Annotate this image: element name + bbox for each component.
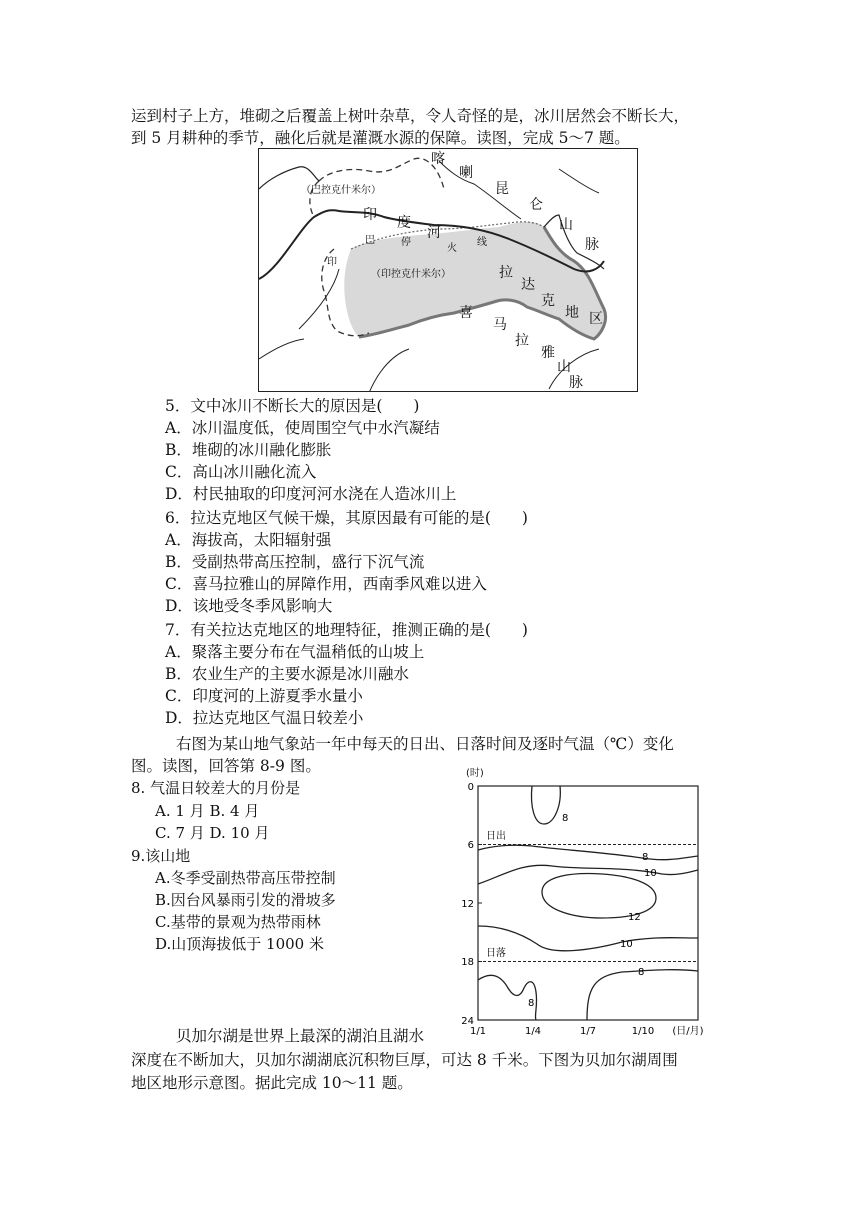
temperature-contour-chart bbox=[462, 766, 732, 1038]
y-tick-24: 24 bbox=[462, 1016, 474, 1027]
isotherm-8-morning bbox=[478, 845, 698, 859]
q5-option-d: D．村民抽取的印度河河水浇在人造冰川上 bbox=[165, 485, 457, 503]
label-la3: 拉 bbox=[515, 333, 529, 349]
x-tick-oct: 1/10 bbox=[631, 1026, 655, 1037]
q6-option-b: B．受副热带高压控制，盛行下沉气流 bbox=[165, 553, 425, 571]
q9-option-a: A.冬季受副热带高压带控制 bbox=[155, 869, 336, 887]
q7-option-c: C．印度河的上游夏季水量小 bbox=[165, 687, 363, 705]
label-xian: 线 bbox=[477, 237, 487, 248]
q5-option-c: C．高山冰川融化流入 bbox=[165, 463, 317, 481]
label-ke: 克 bbox=[541, 293, 555, 309]
label-indian-kashmir: （印控克什米尔） bbox=[371, 269, 451, 280]
y-unit-label: (时) bbox=[466, 768, 484, 779]
q6-option-d: D．该地受冬季风影响大 bbox=[165, 597, 333, 615]
x-tick-jan: 1/1 bbox=[469, 1026, 487, 1037]
label-mai2: 脉 bbox=[569, 375, 583, 391]
label-shan: 山 bbox=[559, 217, 573, 233]
q6-stem: 6．拉达克地区气候干燥，其原因最有可能的是( ) bbox=[165, 509, 528, 527]
contour-label-8-night: 8 bbox=[562, 813, 569, 824]
label-qu: 区 bbox=[589, 311, 603, 327]
label-pakistan-kashmir: （巴控克什米尔） bbox=[301, 185, 381, 196]
label-la: 喇 bbox=[459, 165, 473, 181]
isotherm-10-afternoon bbox=[478, 926, 698, 951]
q8-stem: 8. 气温日较差大的月份是 bbox=[131, 779, 301, 797]
label-yin-west: 印 bbox=[327, 257, 337, 268]
label-lun: 仑 bbox=[529, 197, 543, 213]
label-yin: 印 bbox=[363, 207, 377, 223]
y-tick-6: 6 bbox=[467, 840, 474, 851]
q5-option-b: B．堆砌的冰川融化膨胀 bbox=[165, 441, 332, 459]
label-kun: 昆 bbox=[495, 181, 509, 197]
y-tick-0: 0 bbox=[467, 782, 474, 793]
outro-line-3: 地区地形示意图。据此完成 10～11 题。 bbox=[131, 1074, 413, 1092]
label-la2: 拉 bbox=[499, 265, 513, 281]
q9-option-c: C.基带的景观为热带雨林 bbox=[155, 913, 321, 931]
intro-line-1: 运到村子上方，堆砌之后覆盖上树叶杂草，令人奇怪的是，冰川居然会不断长大， bbox=[131, 107, 690, 125]
q5-option-a: A．冰川温度低，使周围空气中水汽凝结 bbox=[165, 419, 440, 437]
outro-line-1: 贝加尔湖是世界上最深的湖泊且湖水 bbox=[176, 1027, 425, 1045]
intro89-line-1: 右图为某山地气象站一年中每天的日出、日落时间及逐时气温（℃）变化 bbox=[176, 735, 674, 753]
label-shan2: 山 bbox=[557, 359, 571, 375]
label-huo: 火 bbox=[447, 243, 457, 254]
contour-label-12: 12 bbox=[628, 912, 641, 923]
label-da: 达 bbox=[521, 277, 535, 293]
contour-label-8-morning: 8 bbox=[642, 852, 649, 863]
y-tick-18: 18 bbox=[462, 957, 474, 968]
q8-options-row-2: C. 7 月 D. 10 月 bbox=[155, 824, 270, 842]
outro-line-2: 深度在不断加大，贝加尔湖湖底沉积物巨厚，可达 8 千米。下图为贝加尔湖周围 bbox=[131, 1051, 678, 1069]
contour-label-10-morning: 10 bbox=[644, 868, 657, 879]
label-ba: 巴 bbox=[365, 235, 375, 246]
q8-options-row-1: A. 1 月 B. 4 月 bbox=[155, 802, 260, 820]
y-tick-12: 12 bbox=[462, 899, 474, 910]
river-1 bbox=[299, 269, 339, 329]
x-unit-label: (日/月) bbox=[672, 1026, 704, 1037]
chart-frame bbox=[478, 786, 698, 1020]
q6-option-a: A．海拔高，太阳辐射强 bbox=[165, 531, 332, 549]
intro89-line-2: 图。读图，回答第 8-9 图。 bbox=[131, 757, 321, 775]
q7-option-a: A．聚落主要分布在气温稍低的山坡上 bbox=[165, 643, 425, 661]
contour-label-8-lower-left: 8 bbox=[528, 998, 535, 1009]
label-he: 河 bbox=[427, 225, 441, 241]
q5-stem: 5．文中冰川不断长大的原因是( ) bbox=[165, 397, 420, 415]
q6-option-c: C．喜马拉雅山的屏障作用，西南季风难以进入 bbox=[165, 575, 487, 593]
river-4 bbox=[259, 339, 304, 359]
q7-option-b: B．农业生产的主要水源是冰川融水 bbox=[165, 665, 409, 683]
river-6 bbox=[559, 169, 599, 193]
sunrise-label: 日出 bbox=[486, 831, 506, 842]
isotherm-10-morning bbox=[478, 865, 698, 884]
x-ticks bbox=[470, 1025, 704, 1037]
isotherm-8-night bbox=[532, 786, 561, 824]
label-ya: 雅 bbox=[541, 345, 555, 361]
x-tick-apr: 1/4 bbox=[524, 1026, 542, 1037]
y-ticks bbox=[462, 782, 482, 1027]
q9-option-d: D.山顶海拔低于 1000 米 bbox=[155, 935, 324, 953]
contour-label-8-evening: 8 bbox=[638, 967, 645, 978]
label-ma: 马 bbox=[493, 317, 507, 333]
sunset-label: 日落 bbox=[486, 948, 506, 959]
q7-stem: 7．有关拉达克地区的地理特征，推测正确的是( ) bbox=[165, 621, 528, 639]
contour-label-10-afternoon: 10 bbox=[620, 939, 633, 950]
label-du: 度 bbox=[397, 215, 411, 231]
contour-chart-svg bbox=[462, 766, 732, 1038]
ladakh-map bbox=[258, 148, 638, 392]
x-tick-jul: 1/7 bbox=[579, 1026, 597, 1037]
q9-stem: 9.该山地 bbox=[131, 847, 191, 865]
river-2 bbox=[369, 349, 409, 392]
label-di: 地 bbox=[565, 305, 579, 321]
intro-line-2: 到 5 月耕种的季节，融化后就是灌溉水源的保障。读图，完成 5～7 题。 bbox=[131, 129, 630, 147]
label-mai: 脉 bbox=[585, 237, 599, 253]
q7-option-d: D．拉达克地区气温日较差小 bbox=[165, 709, 364, 727]
label-ka: 喀 bbox=[431, 151, 445, 167]
label-xi: 喜 bbox=[459, 305, 473, 321]
label-ting: 停 bbox=[401, 237, 411, 248]
q9-option-b: B.因台风暴雨引发的滑坡多 bbox=[155, 891, 336, 909]
